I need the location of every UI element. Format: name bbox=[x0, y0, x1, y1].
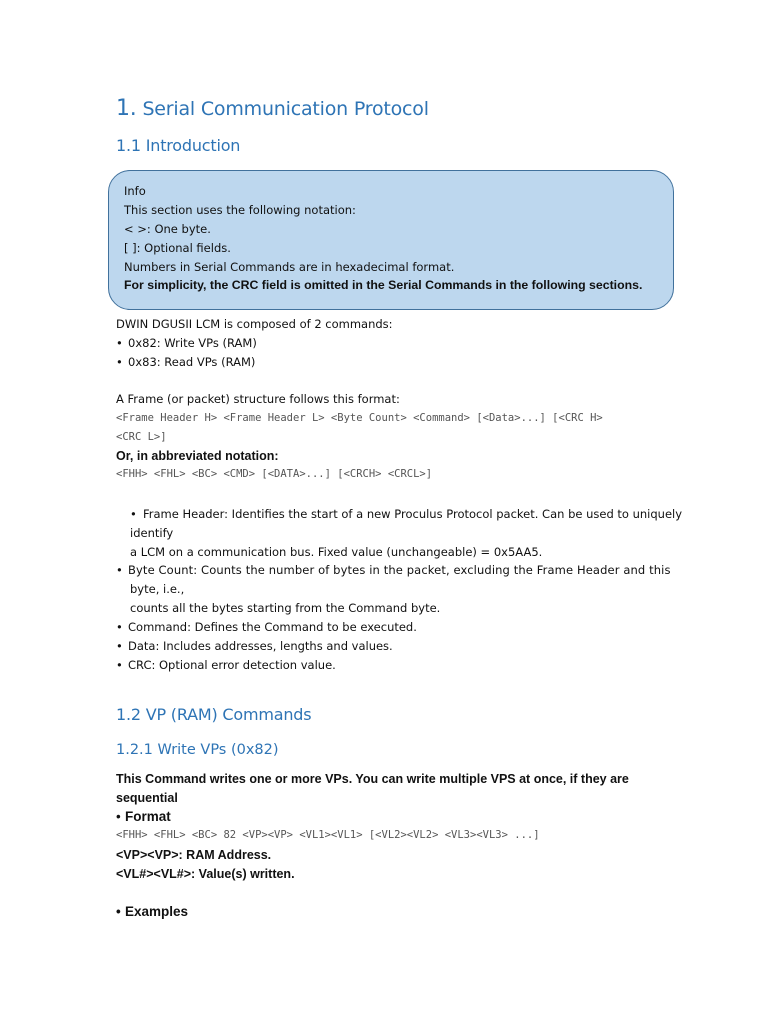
bullet-glyph: • bbox=[116, 563, 123, 577]
bullet-glyph: • bbox=[116, 809, 121, 824]
frame-intro-text: A Frame (or packet) structure follows this format: bbox=[116, 392, 400, 406]
section-1-number: 1. bbox=[116, 96, 137, 121]
section-1-2-heading: 1.2 VP (RAM) Commands bbox=[116, 705, 312, 724]
examples-label: • Examples bbox=[116, 904, 189, 919]
info-line: Numbers in Serial Commands are in hexadecimal format. bbox=[124, 260, 455, 274]
info-line: This section uses the following notation: bbox=[124, 203, 356, 217]
bullet-glyph: • bbox=[116, 336, 123, 350]
section-1-title: Serial Communication Protocol bbox=[142, 98, 429, 120]
section-1-heading bbox=[116, 96, 429, 121]
bullet-glyph: • bbox=[116, 639, 123, 653]
field-data: • Data: Includes addresses, lengths and values. bbox=[116, 639, 393, 653]
bullet-glyph: • bbox=[130, 507, 137, 521]
field-byte-count-cont: counts all the bytes starting from the Command byte. bbox=[130, 601, 441, 615]
field-frame-header: • Frame Header: Identifies the start of a new Proculus Protocol packet. Can be used to uniquely bbox=[130, 507, 683, 521]
info-bold-note: For simplicity, the CRC field is omitted in the Serial Commands in the following sections. bbox=[124, 278, 643, 292]
section-1-1-heading: 1.1 Introduction bbox=[116, 136, 241, 155]
field-frame-header-cont: a LCM on a communication bus. Fixed value (unchangeable) = 0x5AA5. bbox=[130, 545, 543, 559]
bullet-glyph: • bbox=[116, 620, 123, 634]
composed-of-text: DWIN DGUSII LCM is composed of 2 commands: bbox=[116, 317, 393, 331]
vp-description: <VP><VP>: RAM Address. bbox=[116, 848, 272, 862]
write-format-line: <FHH> <FHL> <BC> 82 <VP><VP> <VL1><VL1> [<VL2><VL2> <VL3><VL3> ...] bbox=[116, 829, 540, 841]
vl-description: <VL#><VL#>: Value(s) written. bbox=[116, 867, 295, 881]
section-1-2-1-heading: 1.2.1 Write VPs (0x82) bbox=[116, 742, 279, 758]
field-command: • Command: Defines the Command to be executed. bbox=[116, 620, 417, 634]
field-frame-header-cont: identify bbox=[130, 526, 174, 540]
write-vps-description-cont: sequential bbox=[116, 791, 178, 805]
write-vps-description: This Command writes one or more VPs. You can write multiple VPS at once, if they are bbox=[116, 772, 629, 786]
field-byte-count: • Byte Count: Counts the number of bytes in the packet, excluding the Frame Header and this bbox=[116, 563, 671, 577]
format-label: • Format bbox=[116, 809, 171, 824]
bullet-glyph: • bbox=[116, 658, 123, 672]
abbrev-format-line: <FHH> <FHL> <BC> <CMD> [<DATA>...] [<CRCH> <CRCL>] bbox=[116, 468, 433, 480]
bullet-glyph: • bbox=[116, 904, 121, 919]
bullet-glyph: • bbox=[116, 355, 123, 369]
info-heading: Info bbox=[124, 184, 146, 198]
command-list-item: • 0x83: Read VPs (RAM) bbox=[116, 355, 256, 369]
abbrev-label: Or, in abbreviated notation: bbox=[116, 449, 279, 463]
info-line: [ ]: Optional fields. bbox=[124, 241, 231, 255]
frame-format-line: <Frame Header H> <Frame Header L> <Byte Count> <Command> [<Data>...] [<CRC H> bbox=[116, 412, 603, 424]
field-crc: • CRC: Optional error detection value. bbox=[116, 658, 336, 672]
field-byte-count-cont: byte, i.e., bbox=[130, 582, 185, 596]
info-line: < >: One byte. bbox=[124, 222, 211, 236]
frame-format-line: <CRC L>] bbox=[116, 431, 167, 443]
command-list-item: • 0x82: Write VPs (RAM) bbox=[116, 336, 257, 350]
